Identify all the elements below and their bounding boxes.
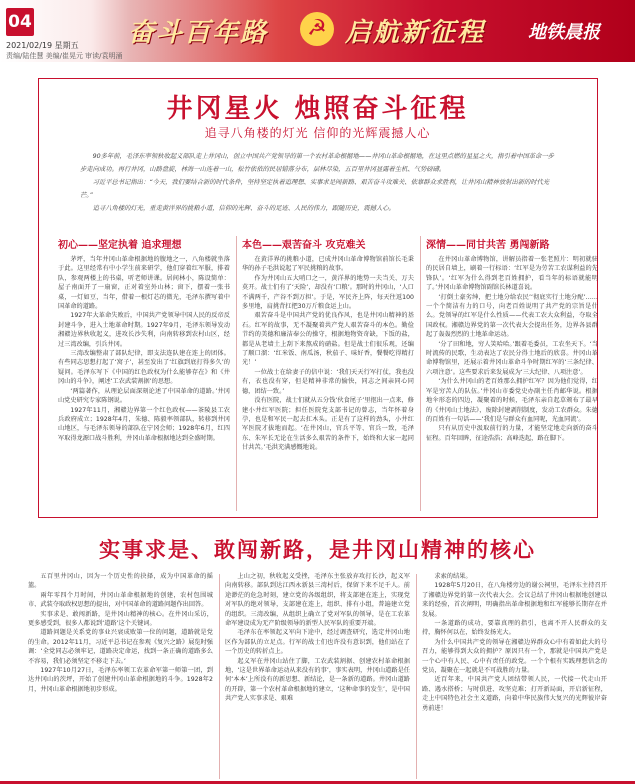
article-subtitle: 追寻八角楼的灯光 信仰的光辉震撼人心 (204, 126, 431, 140)
feature-paragraph: 毛泽东在率领起义军向下途中，经过调查研究，选定井冈山地区作为部队的立足点。行军的战士们也许没有意识到，他们站在了一个历史的转折点上。 (225, 629, 410, 656)
section-column-2 (242, 236, 414, 453)
feature-paragraph: 五百里井冈山，因为一个历史性的抉择，成为中国革命的摇篮。 (28, 573, 213, 590)
section-heading: 本色——艰苦奋斗 攻克难关 (242, 240, 366, 251)
section-paragraph: 一位战士在给妻子的信中说：‘我们天天行军打仗，我也没有，衣也没有穿，但是精神非常的愉快，同志之间亲同心同德，团结一致。’ (242, 368, 414, 395)
feature-paragraph: 起义军在井冈山站住了脚，工农武装割据、创建农村革命根据地，‘这是世界革命运动从来没有的事’，事实表明，井冈山道路是任何‘本本’上所没有的新思想、新结论，是一条新的道路。井冈山道路的开辟，第一个农村革命根据地的建立，‘这种命事的发生’，是中国共产党人实事求是、艰难 (225, 657, 410, 703)
page-number: 04 (6, 8, 34, 36)
section-paragraph: 茅坪，当年井冈山革命根据地的腹地之一，八角楼就坐落于此。这里经常有中小学生前来研学，他们穿着红军服，排着队，参观两楼上的书桌，听老师讲课。居间林小，陈设简单：屋子南面开了一扇窗，正对着室外山林；窗下，摆着一张书桌，一灯如豆，当年，借着一根灯芯的微光，毛泽东撰写着中国革命的道路。 (58, 256, 230, 311)
feature-column-3 (422, 572, 607, 713)
feature-paragraph: 1927年10月27日，毛泽东率领工农革命军第一师第一团，到达井冈山的茨坪，开始了创建井冈山革命根据地的斗争。1928年2月，井冈山革命根据地初步形成。 (28, 667, 213, 693)
feature-paragraph: 道路问题是关系党的事业兴衰成败第一位的问题，道路就是党的生命。2012年11月，习近平总书记在参观《复兴之路》展览时强调：‘全党同志必须牢记，道路决定命运，找到一条正确的道路多么不容易，我们必须坚定不移走下去。’ (28, 629, 213, 665)
lead-paragraph: 习近平总书记指出：“今天，我们要结合新的时代条件，坚持坚定执着追理想、实事求是闯新路、艰苦奋斗攻难关、依靠群众求胜利，让井冈山精神放射出新的时代光芒。” (80, 179, 550, 199)
lead-paragraph: 追寻八角楼的灯光，重走黄洋界的挑粮小道，信仰的光辉、奋斗的足迹、人民的伟力，跟随历史，震撼人心。 (92, 205, 395, 212)
banner-slogan-left: 奋斗百年路 (128, 18, 269, 48)
section-paragraph: 作为井冈山五大哨口之一，黄洋界的地势一夫当关、万夫莫开。战士们有了‘天险’，却没有‘口粮’。那时的井冈山，‘人口不满两千，产谷不到万担’。于是，军民齐上阵，每天往返100多里地，肩挑背扛把30万斤粮食运上山。 (242, 274, 414, 311)
section-paragraph: 三湾改编整肃了部队纪律，即支法连队建在连上的团体。有些同志思想打起了‘窝子’，甚至发出了‘红旗到底打得多久’的疑问。毛泽东写下《中国的红色政权为什么能够存在》和《井冈山的斗争》，阐述‘工农武装割据’的思想。 (58, 350, 230, 386)
banner-slogan-right: 启航新征程 (345, 18, 486, 48)
feature-paragraph: 求索的结果。 (434, 573, 472, 580)
feature-paragraph: 1928年5月20日，在八角楼旁边的谢公祠里，毛泽东主持召开了湘赣边界党的第一次代表大会。会议总结了井冈山根据地创建以来的经验，首次阐明，明确指出革命根据地和红军能够长期存在并发展。 (422, 582, 607, 618)
section-paragraph: 艰苦奋斗是中国共产党的优良作风，也是井冈山精神的基石。红军的故事，无不凝聚着共产党人艰苦奋斗的本色。勤俭节约的美德和廉洁奉公的操守，根据地物资奇缺，下饭的盐，都是从老墙土上刮下来熬成的硝盐。但是战士们很乐观，还编了顺口溜：‘红米饭、南瓜汤，秋茄子、味好香，餐餐吃得精打光！’ (242, 312, 414, 367)
feature-column-1 (28, 572, 213, 694)
feature-paragraph: 上山之初，秋收起义受挫，毛泽东主张放弃攻打长沙，起义军向南转移。部队到达江西永新县三湾村后，保留下来不足千人。前途渺茫的危急时刻，建立党的各级组织，将支部建在连上，实现党对军队的绝对领导，支部建在连上，组织、排有小组，普遍建立党的组织。三湾改编，从组织上确立了党对军队的领导，是在工农革命军建设成为无产阶级领导的新型人民军队的重要开端。 (225, 573, 410, 628)
section-heading: 深情——同甘共苦 勇闯新路 (426, 240, 550, 251)
section-paragraph: 没有医院，战士们就从五分钱‘伙食尾子’里抠出一点来，修建小井红军医院；担任医院党支部书记的曾志，当年怀着身孕，也是和军民一起去扛木头。正是有了这样的劲头，小井红军医院才拔地而起。‘在井冈山，官兵平等、官兵一致，毛泽东、朱军长无论在生活多么艰苦的条件下，始终和大家一起同甘共苦。’毛洪充满感慨地说。 (242, 397, 414, 452)
party-emblem-icon: ☭ (300, 12, 334, 46)
section-body (58, 255, 230, 443)
article-title: 井冈星火 烛照奋斗征程 (166, 94, 469, 124)
section-paragraph: ‘打倒土豪劣绅，把土地分给农民’‘彻底实行土地分配’……一个个简洁有力的口号，向老百姓说明了共产党的宗旨是什么。党领导的红军是什么性质——代表工农大众利益，夺取全国政权。湘赣边界党的第一次代表大会提出任务，边界各县群起了轰轰烈烈的土地革命运动。 (426, 293, 598, 339)
feature-paragraph: 一条道路的成功，要靠真理的指引，也离不开人民群众的支持，胸怀何以在，始终发扬光大。 (422, 620, 607, 637)
paper-logo: 地铁晨报 (528, 22, 600, 43)
issue-date: 2021/02/19 星期五 (6, 41, 79, 50)
section-paragraph: 1927年11月，湘赣边界第一个红色政权——茶陵县工农兵政府成立；1928年4月，朱德、陈毅率领部队，转移到井冈山地区，与毛泽东领导的部队在宁冈会师；1928年6月，红四军取得龙源口战斗胜利，井冈山革命根据地达到全盛时期。 (58, 406, 230, 442)
feature-column-2 (225, 572, 410, 704)
column-divider (219, 574, 220, 779)
editor-credits: 责编/陆佳慧 美编/崔晃元 审读/袁明涌 (6, 52, 123, 60)
section-paragraph: 在井冈山革命博物馆，讲解员指着一张老照片：明初就驻的民居自墙上，刷着一行标语：‘红军是为劳苦工农谋利益的先锋队’。‘红军为什么得到老百姓拥护，看当年的标语就能明了。’井冈山革命博物馆副馆长林道喜说。 (426, 256, 598, 292)
column-divider (416, 574, 417, 779)
column-divider (236, 236, 237, 511)
feature-paragraph: 为什么中国共产党的领导在湘赣边界群众心中有着如此大的号召力，能够得到大众的拥护？原因只有一个，那就是中国共产党是一个心中有人民、心中有责任的政党。一个个根有实践理想信念的党员，凝聚在一起就是不可战胜的力量。 (422, 638, 607, 675)
feature-title: 实事求是、敢闯新路，是井冈山精神的核心 (99, 538, 536, 562)
section-paragraph: 在黄洋界的挑粮小道，已成井冈山革命博物馆前馆长毛秉华的孙子毛洪说起了军民挑粮的故事。 (242, 256, 414, 273)
masthead (0, 0, 635, 62)
column-divider (420, 236, 421, 511)
feature-paragraph: 兩年零四个月时间，井冈山革命根据地的创建，农村包围城市、武装夺取政权思想的提出，对中国革命的道路问题作出回答。 (28, 591, 213, 609)
section-column-3 (426, 236, 598, 443)
section-heading: 初心——坚定执着 追求理想 (58, 240, 182, 251)
section-paragraph: ‘两篇著作，从理论层面深刻论述了中国革命的道路。’井冈山党史研究专家陈钢说。 (58, 387, 230, 405)
section-body (242, 255, 414, 453)
article-lead (80, 150, 555, 215)
section-paragraph: 只有从历史中汲取前行的力量，才能坚定地走向新的奋斗征程。百年回眸，征途浩浩；高峰迭起，路在脚下。 (426, 425, 598, 442)
section-paragraph: ‘分了田和地，穷人笑哈哈。’跟着毛委员，工农坐天下。‘当时流传的民歌，生动表达了农民分得土地后的欣喜。井冈山革命博物馆里，还展示着井冈山革命斗争时期红军的‘三条纪律、六项注意’。这些要求后来发展成为‘三大纪律、八项注意’。 (426, 340, 598, 376)
feature-paragraph: 实事求是、敢闯新路，是井冈山精神的核心。在井冈山采访，更多感受到，很多人都说到‘道路’这个关键词。 (28, 610, 213, 628)
lead-paragraph: 90多年前，毛泽东率领秋收起义部队走上井冈山，创立中国共产党领导的第一个农村革命根据地——井冈山革命根据地，在这里点燃的星星之火，指引着中国革命一步步走向成功。再行井冈，山路盘旋，林海一山连着一山，松竹依依的民居错落分布，层林尽染，五百里井冈显露着生机、气势磅礴。 (80, 153, 554, 173)
feature-paragraph: 近百年来，中国共产党人团结带领人民，一代接一代走山开路、遇水搭桥；与时俱进、攻坚克难；打开新局面，开启新征程，走上中国特色社会主义道路，向着中华民族伟大复兴的光辉彼岸奋勇前进！ (422, 676, 607, 712)
section-column-1 (58, 236, 230, 443)
section-paragraph: ‘为什么井冈山的老百姓那么拥护红军？因为他们觉得，红军是穷苦人的队伍。’井冈山市委党史办副主任肖邮华说。根据地伞形态的四边，凝聚着的时候，毛泽东亲自起草颁布了最早的《井冈山土地法》，废除封建剥削制度，发动工农群众。朱德的百姓有一句话——‘我们是与群众有血同呢，光血同流’。 (426, 378, 598, 423)
paper-logo-icon (514, 20, 526, 42)
section-body (426, 255, 598, 443)
section-paragraph: 1927年大革命失败后，中国共产党领导中国人民的反帝反封建斗争，进入土地革命时期。1927年9月，毛泽东领导发动湘赣边界秋收起义，进攻长沙失利，向南转移到农村山区，经过三湾改编，引兵井冈。 (58, 312, 230, 348)
